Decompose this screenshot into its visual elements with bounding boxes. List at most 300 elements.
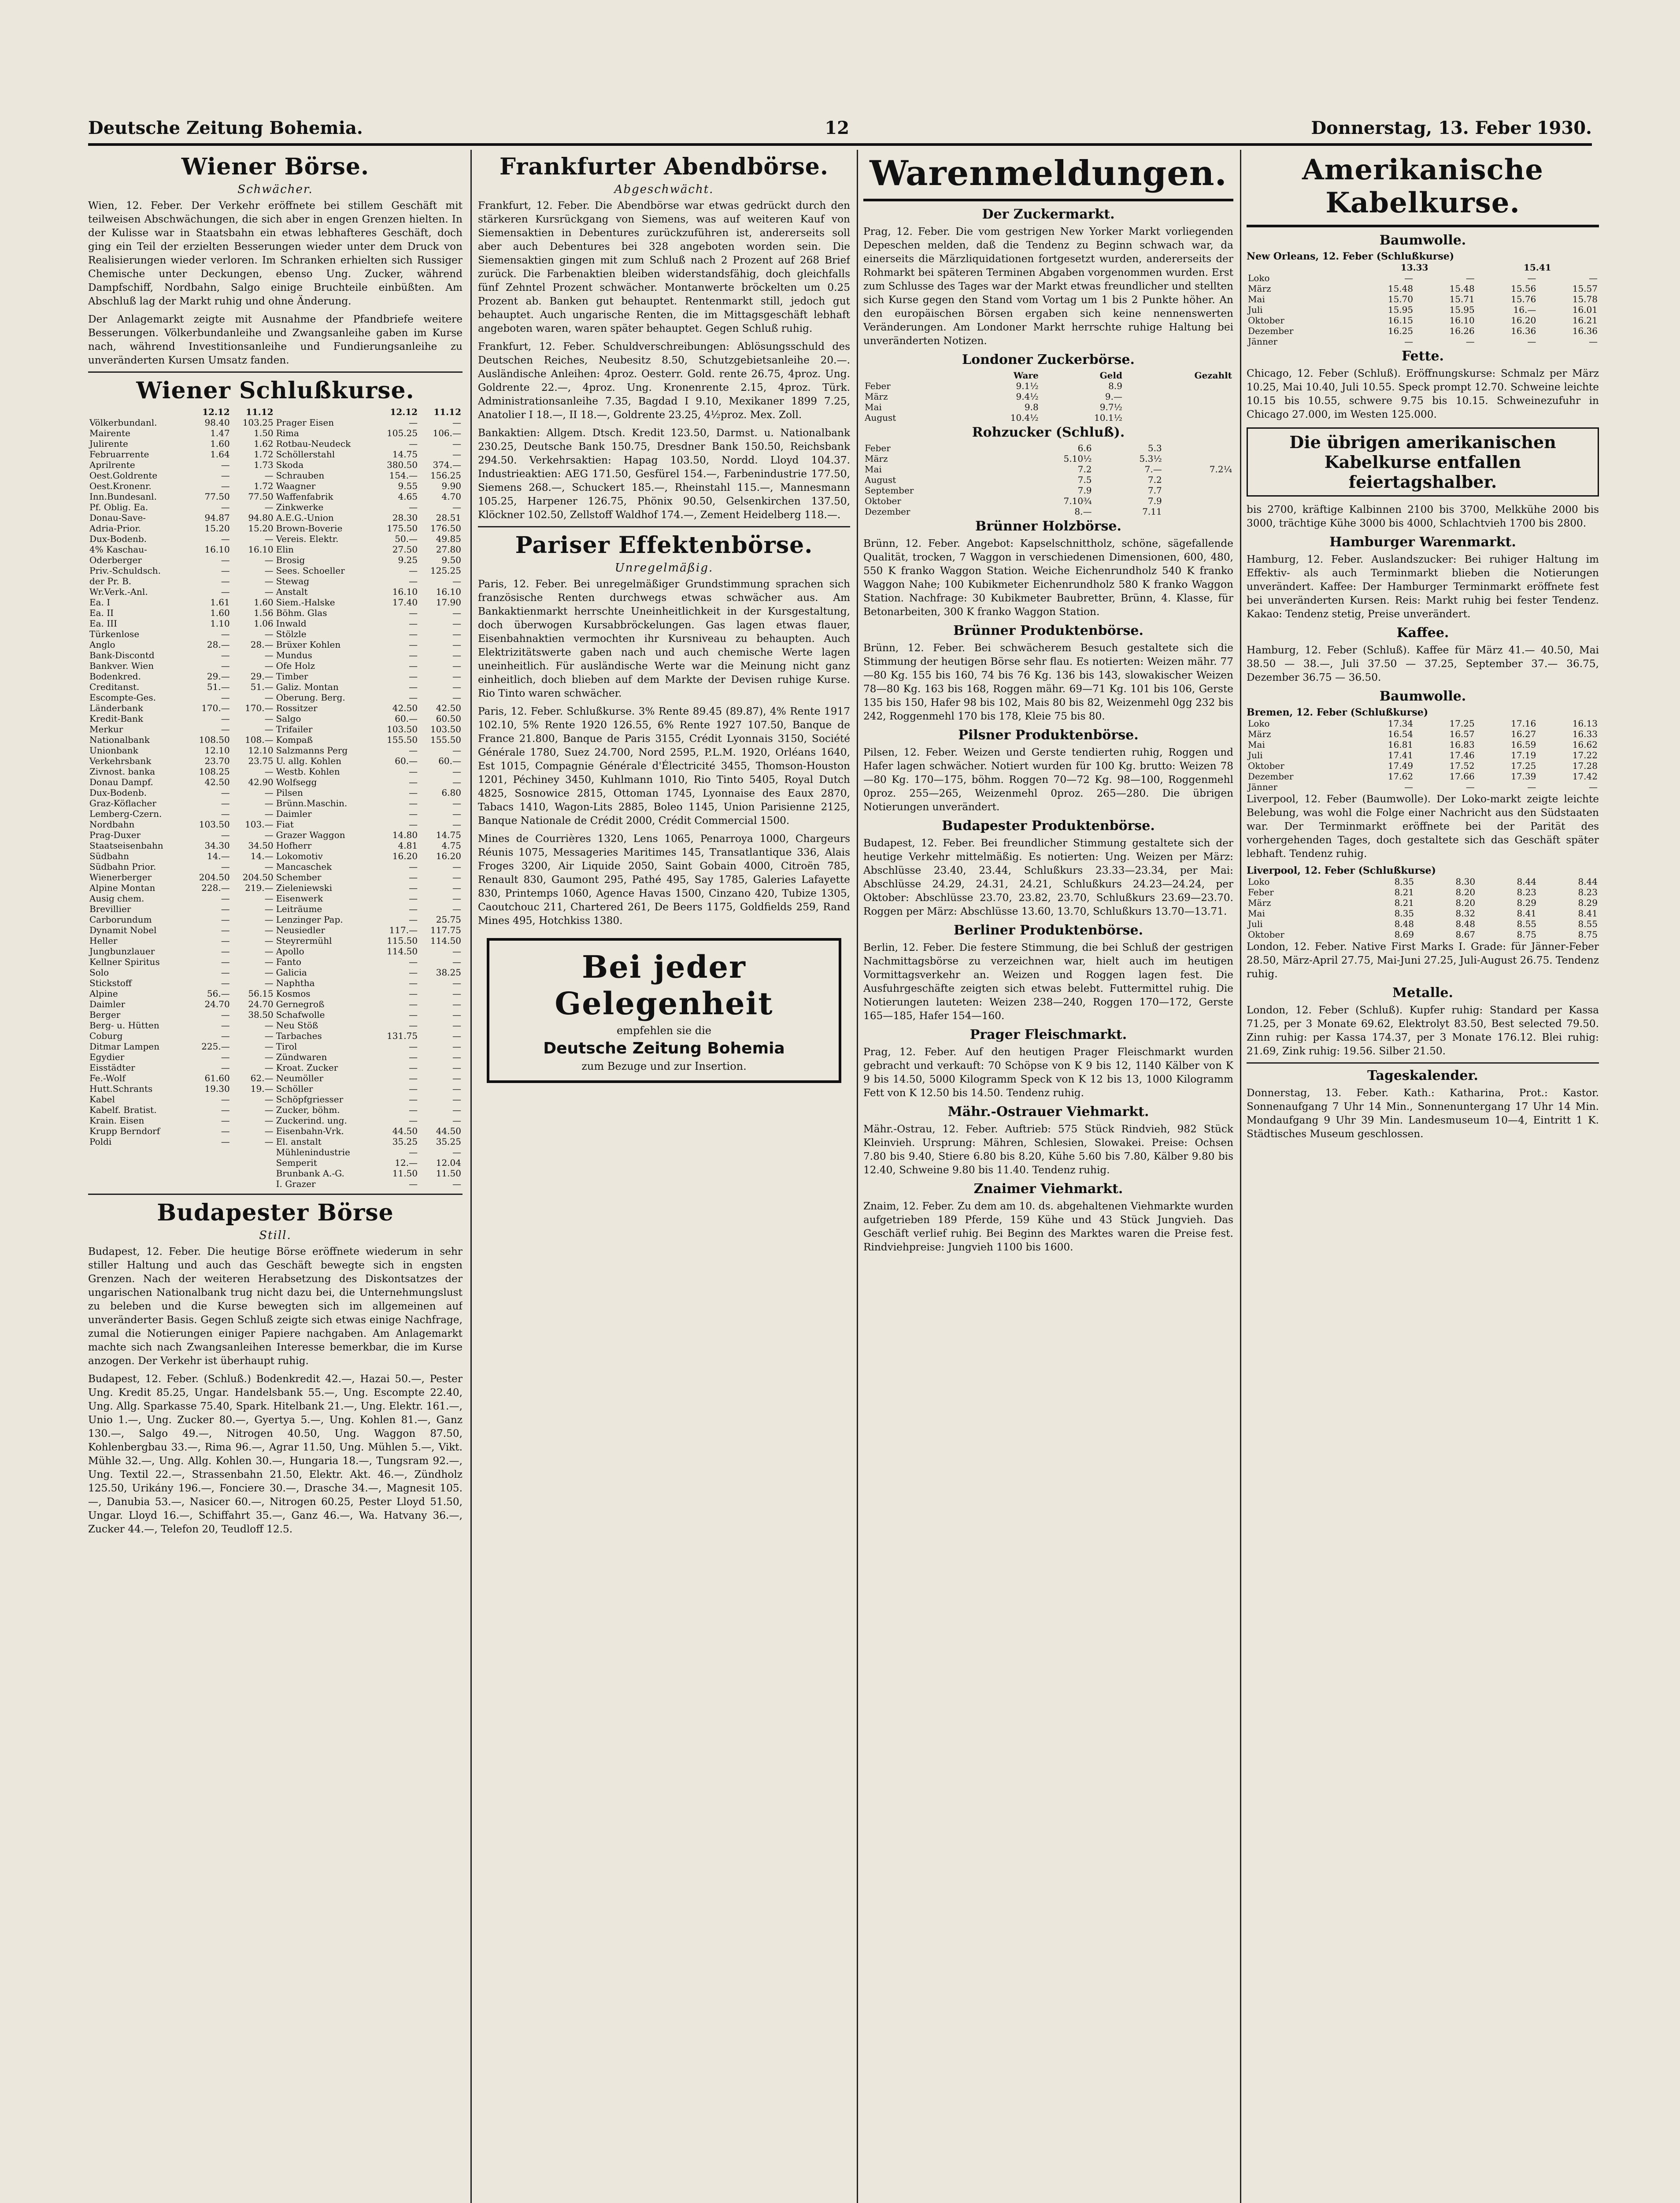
table-cell: 8.41 [1517, 908, 1537, 919]
table-cell: 4.81 [398, 840, 418, 851]
table-cell: — [409, 576, 418, 586]
table-cell: 8.75 [1578, 929, 1598, 940]
column-2 [478, 150, 850, 2203]
table-cell: 42.50 [392, 703, 418, 713]
table-row [88, 809, 463, 819]
column-header: 11.12 [433, 407, 461, 417]
table-cell: — [1527, 336, 1536, 347]
table-cell: Coburg [89, 1031, 123, 1041]
table-cell: Kompaß [276, 734, 313, 745]
table-cell: Oberung. Berg. [276, 692, 345, 703]
table-row [1247, 283, 1599, 294]
table-row [88, 840, 463, 851]
table-cell: Tirol [276, 1041, 297, 1052]
table-cell: 1.64 [210, 449, 230, 460]
subsection-title: Pilsner Produktenbörse. [958, 727, 1139, 743]
table-cell: 7.2¼ [1209, 464, 1232, 475]
table-row [1247, 739, 1599, 750]
table-cell: 17.39 [1511, 771, 1536, 782]
table-cell: Galiz. Montan [276, 682, 339, 692]
table-cell: — [221, 1115, 230, 1126]
table-row [88, 534, 463, 544]
table-cell: 16.20 [1511, 315, 1536, 326]
table-row [88, 798, 463, 809]
table-cell: 16.59 [1511, 739, 1536, 750]
table-cell: 374.— [433, 460, 461, 470]
table-cell: 15.57 [1572, 283, 1598, 294]
table-cell: 5.3½ [1139, 453, 1162, 464]
table-cell: 60.— [395, 713, 418, 724]
table-cell: 11.50 [392, 1168, 418, 1179]
table-cell: — [264, 957, 274, 967]
table-cell: Oktober [1248, 315, 1284, 326]
table-cell: Oest.Goldrente [89, 470, 158, 481]
table-cell: 4.70 [441, 491, 461, 502]
market-heading: New Orleans, 12. Feber (Schlußkurse) [1247, 251, 1454, 262]
table-cell: Feber [1248, 887, 1274, 898]
table-cell: Daimler [89, 999, 126, 1009]
table-cell: 49.85 [436, 534, 461, 544]
table-cell: Siem.-Halske [276, 597, 335, 608]
article-paragraph: Budapest, 12. Feber. (Schluß.) Bodenkredit 42.—, Hazai 50.—, Pester Ung. Kredit 85.25, Ungar. Handelsbank 55.—, Ung. Escompte 22.40, Ung. Allg. Sparkasse 75.40, Spark. Hitelbank 21.—, Ung. Elektr. 161.—, Unio 1.—, Ung. Zucker 80.—, Gyertya 5.—, Ung. Kohlen 81.—, Ganz 130.—, Salgo 49.—, Nitrogen 40.50, Ung. Waggon 87.50, Kohlenbergbau 33.—, Rima 96.—, Agrar 11.50, Ung. Mühlen 5.—, Vikt. Mühle 32.—, Ung. Allg. Kohlen 30.—, Hungaria 18.—, Tungsram 92.—, Ung. Textil 22.—, Strassenbahn 21.50, Elektr. Akt. 46.—, Zündholz 125.50, Urikány 196.—, Fonciere 30.—, Drasche 34.—, Magnesit 105.—, Danubia 53.—, Nasicer 60.—, Nitrogen 60.25, Pester Lloyd 51.50, Ungar. Lloyd 16.—, Schiffahrt 35.—, Ganz 46.—, Wa. Hatvany 36.—, Zucker 44.—, Telefon 20, Teudloff 12.5. [88, 1373, 463, 1535]
table-cell [231, 1147, 275, 1157]
table-cell: — [264, 1115, 274, 1126]
table-cell: — [264, 586, 274, 597]
table-cell: — [409, 978, 418, 988]
table-cell: 27.50 [392, 544, 418, 555]
table-cell: 1.60 [210, 608, 230, 618]
table-cell: 7.2 [1147, 475, 1162, 485]
table-cell: 17.34 [1388, 718, 1414, 729]
table-header-row [863, 370, 1233, 381]
table-cell: Ea. I [89, 597, 111, 608]
table-row [88, 1009, 463, 1020]
table-cell: — [409, 798, 418, 809]
table-cell: März [1248, 898, 1271, 908]
table-cell: 24.70 [204, 999, 230, 1009]
table-cell: Oktober [1248, 929, 1284, 940]
table-cell: — [409, 438, 418, 449]
table-cell: 108.— [245, 734, 274, 745]
table-cell: Escompte-Ges. [89, 692, 156, 703]
section-subtitle: Unregelmäßig. [614, 561, 714, 575]
divider [1247, 225, 1599, 227]
table-cell: 9.25 [398, 555, 418, 565]
table-cell: — [409, 872, 418, 883]
table-cell: 10.4½ [1010, 412, 1039, 423]
table-row [863, 391, 1233, 402]
table-cell: 103.50 [199, 819, 230, 830]
table-cell: Mai [865, 464, 882, 475]
table-cell: — [221, 1105, 230, 1115]
table-row [88, 1157, 463, 1168]
table-cell: 28.— [207, 639, 230, 650]
table-cell: 219.— [245, 883, 274, 893]
table-cell: 77.50 [204, 491, 230, 502]
table-cell: — [452, 417, 461, 428]
table-cell: Solo [89, 967, 109, 978]
table-cell: 380.50 [387, 460, 418, 470]
table-cell: 15.20 [248, 523, 274, 534]
table-cell: 16.36 [1572, 326, 1598, 336]
table-row [88, 872, 463, 883]
table-cell: Grazer Waggon [276, 830, 345, 840]
table-cell: — [264, 1052, 274, 1062]
table-cell: Zuckerind. ung. [276, 1115, 347, 1126]
table-row [88, 830, 463, 840]
table-cell: — [409, 629, 418, 639]
table-row [88, 512, 463, 523]
table-cell [1163, 496, 1233, 506]
table-row [88, 756, 463, 766]
table-cell: 15.71 [1449, 294, 1475, 304]
table-cell: — [264, 946, 274, 957]
table-cell: 1.60 [210, 438, 230, 449]
section-title: Warenmeldungen. [870, 153, 1227, 193]
table-cell: — [1527, 273, 1536, 283]
table-cell [1163, 475, 1233, 485]
table-cell: — [264, 893, 274, 904]
table-row [1247, 919, 1599, 929]
table-cell: 9.90 [441, 481, 461, 491]
article-paragraph: Budapest, 12. Feber. Die heutige Börse eröffnete wiederum in sehr stiller Haltung und auch das Geschäft bewegte sich in engsten Grenzen. Nach der weiteren Herabsetzung des Diskontsatzes der ungarischen Nationalbank trug nicht dazu bei, die Unternehmungslust zu beleben und die Kurse bewegten sich im allgemeinen auf unveränderter Basis. Gegen Schluß zeigte sich etwas einige Nachfrage, zumal die Notierungen einiger Papiere nachgaben. Am Anlagemarkt machte sich nach Zwangsanleihen Interesse bemerkbar, die im Kurse anzogen. Der Verkehr ist überhaupt ruhig. [88, 1246, 463, 1367]
subsection-title: Rohzucker (Schluß). [972, 425, 1125, 440]
table-cell: — [221, 809, 230, 819]
article-paragraph: London, 12. Feber (Schluß). Kupfer ruhig: Standard per Kassa 71.25, per 3 Monate 69.62, Elektrolyt 83.50, Best selected 79.50. Zinn ruhig: per Kassa 174.37, per 3 Monate 176.12. Blei ruhig: 21.69, Zink ruhig: 19.56. Silber 21.50. [1247, 1004, 1599, 1057]
table-cell: — [409, 893, 418, 904]
table-cell: Krain. Eisen [89, 1115, 144, 1126]
table-cell: 9.— [1105, 391, 1122, 402]
table-cell: Schrauben [276, 470, 325, 481]
table-cell: 17.42 [1572, 771, 1598, 782]
table-cell: — [264, 787, 274, 798]
table-cell: — [221, 1136, 230, 1147]
table-cell: — [264, 724, 274, 734]
table-cell: — [452, 1083, 461, 1094]
table-cell: 7.5 [1077, 475, 1092, 485]
table-cell: — [1589, 273, 1598, 283]
table-cell: — [409, 1179, 418, 1189]
table-cell: 16.— [1513, 304, 1536, 315]
column-header: Ware [1013, 370, 1039, 381]
table-cell: — [221, 1031, 230, 1041]
table-cell: 8.20 [1455, 898, 1476, 908]
table-cell: 17.46 [1449, 750, 1475, 760]
table-cell: 38.25 [436, 967, 461, 978]
table-cell: Verkehrsbank [89, 756, 152, 766]
table-cell: Schöllerstahl [276, 449, 335, 460]
table-cell: — [221, 914, 230, 925]
table-row [1247, 782, 1599, 792]
table-cell: — [452, 1020, 461, 1031]
table-row [88, 1147, 463, 1157]
table-cell: 16.57 [1449, 729, 1475, 739]
table-cell: Oktober [865, 496, 901, 506]
table-cell: — [409, 819, 418, 830]
table-cell: — [409, 565, 418, 576]
table-cell: — [221, 925, 230, 935]
london-sugar-table [863, 370, 1233, 423]
table-cell: Elin [276, 544, 294, 555]
table-cell [1124, 391, 1233, 402]
subsection-title: Metalle. [1392, 985, 1453, 1001]
table-row [88, 671, 463, 682]
divider [478, 526, 850, 527]
table-cell: 50.— [395, 534, 418, 544]
table-row [1247, 750, 1599, 760]
table-cell: — [452, 618, 461, 629]
table-cell: 105.25 [387, 428, 418, 438]
divider [1247, 1062, 1599, 1064]
table-cell: — [452, 438, 461, 449]
column-header: 13.33 [1400, 262, 1428, 273]
subsection-title: Brünner Produktenbörse. [953, 623, 1143, 638]
table-cell: 17.22 [1572, 750, 1598, 760]
table-cell: Prag-Duxer [89, 830, 141, 840]
table-cell: 23.75 [248, 756, 274, 766]
table-cell: 8.35 [1394, 876, 1414, 887]
table-cell: — [264, 925, 274, 935]
table-cell: — [452, 893, 461, 904]
table-row [88, 460, 463, 470]
table-cell: 8.9 [1108, 381, 1122, 391]
column-1 [88, 150, 463, 2203]
table-cell: — [221, 565, 230, 576]
table-cell: — [221, 861, 230, 872]
table-cell: 16.15 [1388, 315, 1414, 326]
table-cell: Brüxer Kohlen [276, 639, 341, 650]
table-cell: 77.50 [248, 491, 274, 502]
table-cell [88, 1147, 188, 1157]
table-cell: — [221, 1009, 230, 1020]
table-row [1247, 887, 1599, 898]
table-row [88, 861, 463, 872]
table-cell: — [409, 608, 418, 618]
table-cell: 94.87 [204, 512, 230, 523]
table-row [88, 946, 463, 957]
table-cell: 16.10 [248, 544, 274, 555]
table-cell: 19.30 [204, 1083, 230, 1094]
table-cell: Eisenbahn-Vrk. [276, 1126, 344, 1136]
table-cell: Zucker, böhm. [276, 1105, 340, 1115]
table-row [88, 491, 463, 502]
table-cell: — [452, 1147, 461, 1157]
subsection-title: Fette. [1402, 349, 1444, 364]
table-cell: 17.49 [1388, 760, 1414, 771]
table-cell: Daimler [276, 809, 312, 819]
table-cell: Neusiedler [276, 925, 325, 935]
table-cell: 61.60 [204, 1073, 230, 1083]
table-cell: 24.70 [248, 999, 274, 1009]
table-cell: 94.80 [248, 512, 274, 523]
table-cell: 12.— [395, 1157, 418, 1168]
table-cell: A.E.G.-Union [276, 512, 334, 523]
table-cell: — [264, 904, 274, 914]
table-row [88, 734, 463, 745]
table-cell: 17.62 [1388, 771, 1414, 782]
table-row [88, 618, 463, 629]
table-cell: 103.50 [387, 724, 418, 734]
table-row [88, 914, 463, 925]
table-cell: Brünn.Maschin. [276, 798, 348, 809]
table-cell: — [452, 608, 461, 618]
table-cell: 204.50 [242, 872, 274, 883]
table-cell: 16.36 [1511, 326, 1536, 336]
table-cell: Ditmar Lampen [89, 1041, 159, 1052]
table-cell: — [264, 978, 274, 988]
table-cell: Mai [1248, 908, 1265, 919]
table-row [1247, 326, 1599, 336]
table-row [88, 1168, 463, 1179]
column-header: Gezahlt [1194, 370, 1232, 381]
table-row [88, 449, 463, 460]
table-cell: Waagner [276, 481, 316, 491]
table-cell: — [264, 692, 274, 703]
table-cell [1124, 402, 1233, 412]
table-cell: — [221, 660, 230, 671]
table-cell: März [1248, 729, 1271, 739]
table-cell: 14.75 [436, 830, 461, 840]
ad-headline: Bei jeder Gelegenheit [555, 949, 773, 1022]
section-title: Pariser Effektenbörse. [515, 532, 813, 559]
table-cell: Steyrermühl [276, 935, 332, 946]
table-cell: Rima [276, 428, 299, 438]
table-cell: — [452, 502, 461, 512]
table-cell: 23.70 [204, 756, 230, 766]
table-cell: — [409, 618, 418, 629]
table-cell: Tarbaches [276, 1031, 322, 1041]
table-cell: — [221, 787, 230, 798]
table-row [88, 967, 463, 978]
table-cell: — [452, 766, 461, 777]
table-cell [88, 1168, 188, 1179]
table-cell: Hutt.Schrants [89, 1083, 153, 1094]
table-cell: 12.10 [248, 745, 274, 756]
table-cell: Schafwolle [276, 1009, 325, 1020]
table-cell: 60.50 [436, 713, 461, 724]
table-cell: — [221, 946, 230, 957]
table-cell: Brown-Boverie [276, 523, 343, 534]
article-paragraph: Mähr.-Ostrau, 12. Feber. Auftrieb: 575 Stück Rindvieh, 982 Stück Kleinvieh. Ursprung: Mähren, Schlesien, Slowakei. Preise: Ochsen 7.80 bis 9.40, Stiere 6.80 bis 8.20, Kühe 5.60 bis 7.80, Kälber 9.80 bis 12.40, Schweine 9.80 bis 11.40. Tendenz ruhig. [863, 1123, 1233, 1176]
article-paragraph: Paris, 12. Feber. Schlußkurse. 3% Rente 89.45 (89.87), 4% Rente 1917 102.10, 5% Rente 1920 126.55, 6% Rente 1927 107.50, Banque de France 21.800, Banque de Paris 3155, Crédit Lyonnais 3150, Société Générale 1780, Suez 24.700, Nord 2595, P.L.M. 1920, Orléans 1640, Est 1015, Compagnie Générale d'Électricité 3455, Thomson-Houston 1201, Péchiney 3450, Kuhlmann 1010, Rio Tinto 5405, Royal Dutch 4825, Sosnowice 2815, Ottoman 1745, Lyonnaise des Eaux 2870, Tabacs 1410, Wagon-Lits 2885, Boleo 1145, Union Parisienne 2125, Banque Nationale de Crédit 2000, Crédit Commercial 1500. [478, 705, 850, 827]
table-cell: 15.48 [1388, 283, 1414, 294]
table-cell: Feber [865, 381, 891, 391]
table-cell: — [409, 660, 418, 671]
table-cell: Stölzle [276, 629, 307, 639]
table-cell: März [1248, 283, 1271, 294]
table-cell: 8.20 [1455, 887, 1476, 898]
table-row [88, 787, 463, 798]
table-cell: — [409, 1062, 418, 1073]
table-cell: Krupp Berndorf [89, 1126, 160, 1136]
table-cell [1163, 443, 1233, 453]
table-cell: Zündwaren [276, 1052, 327, 1062]
page-number: 12 [825, 117, 849, 138]
table-cell: — [409, 1009, 418, 1020]
table-cell: 16.20 [392, 851, 418, 861]
advertisement-box [487, 938, 841, 1083]
table-cell: 1.60 [254, 597, 274, 608]
table-cell: 16.81 [1388, 739, 1414, 750]
table-cell: Sees. Schoeller [276, 565, 345, 576]
table-cell: — [409, 1105, 418, 1115]
article-paragraph: Frankfurt, 12. Feber. Schuldverschreibungen: Ablösungsschuld des Deutschen Reiches, Neubesitz 8.50, Schutzgebietsanleihe 20.—. Ausländische Anleihen: 4proz. Oesterr. Gold. rente 26.75, 4proz. Ung. Goldrente 22.—, 4proz. Ung. Kronenrente 2.15, 4proz. Türk. Administrationsanleihe 7.35, Bagdad I 9.10, Mexikaner 1899 7.25, Anatolier I 18.—, II 18.—, Goldrente 23.25, 4½proz. Mex. Zoll. [478, 341, 850, 421]
table-cell: — [452, 904, 461, 914]
table-cell: — [409, 502, 418, 512]
table-cell: 8.32 [1455, 908, 1476, 919]
table-cell: 56.— [207, 988, 230, 999]
table-cell: 8.48 [1455, 919, 1476, 929]
table-cell: — [409, 914, 418, 925]
table-cell: 15.95 [1449, 304, 1475, 315]
table-cell: 9.1½ [1016, 381, 1039, 391]
section-title: Amerikanische Kabelkurse. [1302, 153, 1544, 219]
table-cell: 7.9 [1077, 485, 1092, 496]
section-subtitle: Abgeschwächt. [614, 183, 714, 196]
table-cell [188, 1157, 231, 1168]
table-cell: Inwald [276, 618, 307, 629]
table-cell: — [452, 988, 461, 999]
table-cell: 8.48 [1394, 919, 1414, 929]
article-paragraph: Znaim, 12. Feber. Zu dem am 10. ds. abgehaltenen Viehmarkte wurden aufgetrieben 189 Pferde, 159 Kühe und 43 Stück Jungvieh. Das Geschäft verlief ruhig. Bei Beginn des Marktes waren die Preise fest. Rindviehpreise: Jungvieh 1100 bis 1600. [863, 1200, 1233, 1253]
table-cell: 15.78 [1572, 294, 1598, 304]
table-cell: Türkenlose [89, 629, 140, 639]
table-cell: Nationalbank [89, 734, 150, 745]
table-cell: 17.52 [1449, 760, 1475, 771]
table-cell: 8.— [1074, 506, 1092, 517]
table-cell: 9.8 [1024, 402, 1039, 412]
table-cell: 6.80 [441, 787, 461, 798]
table-cell: — [264, 935, 274, 946]
liverpool-table [1247, 876, 1599, 940]
table-cell: Pf. Oblig. Ea. [89, 502, 148, 512]
column-header: 11.12 [245, 407, 274, 417]
table-cell: Oderberger [89, 555, 142, 565]
table-cell: 7.— [1144, 464, 1162, 475]
table-cell: — [221, 692, 230, 703]
table-row [88, 576, 463, 586]
table-cell: — [1589, 336, 1598, 347]
table-cell: — [264, 967, 274, 978]
table-cell: Juli [1248, 919, 1263, 929]
table-row [1247, 315, 1599, 326]
table-cell: — [264, 534, 274, 544]
table-cell: 125.25 [430, 565, 461, 576]
table-cell: Priv.-Schuldsch. [89, 565, 161, 576]
table-cell: Neumöller [276, 1073, 324, 1083]
table-cell: — [221, 1062, 230, 1073]
table-cell: 17.41 [1388, 750, 1414, 760]
table-row [88, 1179, 463, 1189]
table-cell: 16.21 [1572, 315, 1598, 326]
table-cell: Mai [865, 402, 882, 412]
table-cell: 8.44 [1517, 876, 1537, 887]
table-row [1247, 729, 1599, 739]
table-cell: 170.— [201, 703, 230, 713]
table-cell: 1.61 [210, 597, 230, 608]
table-cell [188, 1147, 231, 1157]
divider [88, 371, 463, 373]
table-cell: 12.10 [204, 745, 230, 756]
ad-text: zum Bezuge und zur Insertion. [581, 1060, 747, 1072]
section-title: Budapester Börse [157, 1199, 394, 1226]
table-cell: — [221, 629, 230, 639]
table-cell: — [409, 967, 418, 978]
table-cell: Trifailer [276, 724, 313, 734]
table-row [863, 464, 1233, 475]
table-cell: Galicia [276, 967, 307, 978]
table-cell: 17.25 [1449, 718, 1475, 729]
